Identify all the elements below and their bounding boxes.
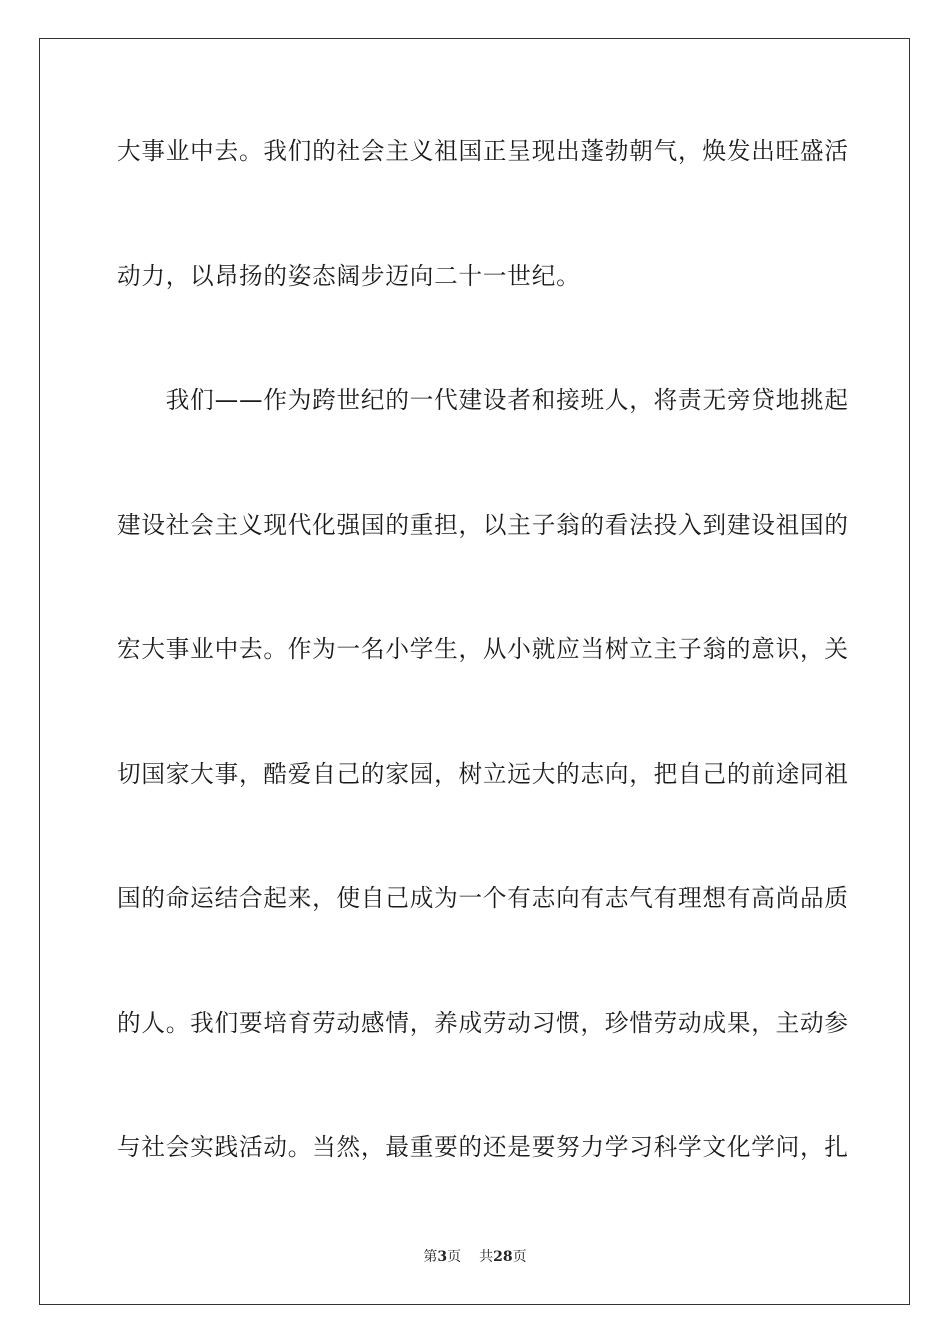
text-line: 我们——作为跨世纪的一代建设者和接班人，将责无旁贷地挑起 bbox=[117, 386, 849, 414]
total-suffix: 页 bbox=[512, 1249, 527, 1265]
text-line: 建设社会主义现代化强国的重担，以主子翁的看法投入到建设祖国的 bbox=[117, 511, 849, 539]
text-line: 动力，以昂扬的姿态阔步迈向二十一世纪。 bbox=[117, 262, 581, 290]
page-number: 3 bbox=[437, 1249, 448, 1265]
total-pages: 28 bbox=[493, 1249, 513, 1265]
text-line: 宏大事业中去。作为一名小学生，从小就应当树立主子翁的意识，关 bbox=[117, 635, 849, 663]
page-border bbox=[39, 38, 910, 1305]
page-suffix: 页 bbox=[447, 1249, 462, 1265]
page-footer bbox=[0, 1248, 950, 1266]
text-line: 的人。我们要培育劳动感情，养成劳动习惯，珍惜劳动成果，主动参 bbox=[117, 1009, 849, 1037]
total-prefix: 共 bbox=[479, 1249, 494, 1265]
page-prefix: 第 bbox=[423, 1249, 438, 1265]
text-line: 大事业中去。我们的社会主义祖国正呈现出蓬勃朝气，焕发出旺盛活 bbox=[117, 137, 849, 165]
text-line: 切国家大事，酷爱自己的家园，树立远大的志向，把自己的前途同祖 bbox=[117, 760, 849, 788]
text-line: 与社会实践活动。当然，最重要的还是要努力学习科学文化学问，扎 bbox=[117, 1133, 849, 1161]
text-line: 国的命运结合起来，使自己成为一个有志向有志气有理想有高尚品质 bbox=[117, 884, 849, 912]
